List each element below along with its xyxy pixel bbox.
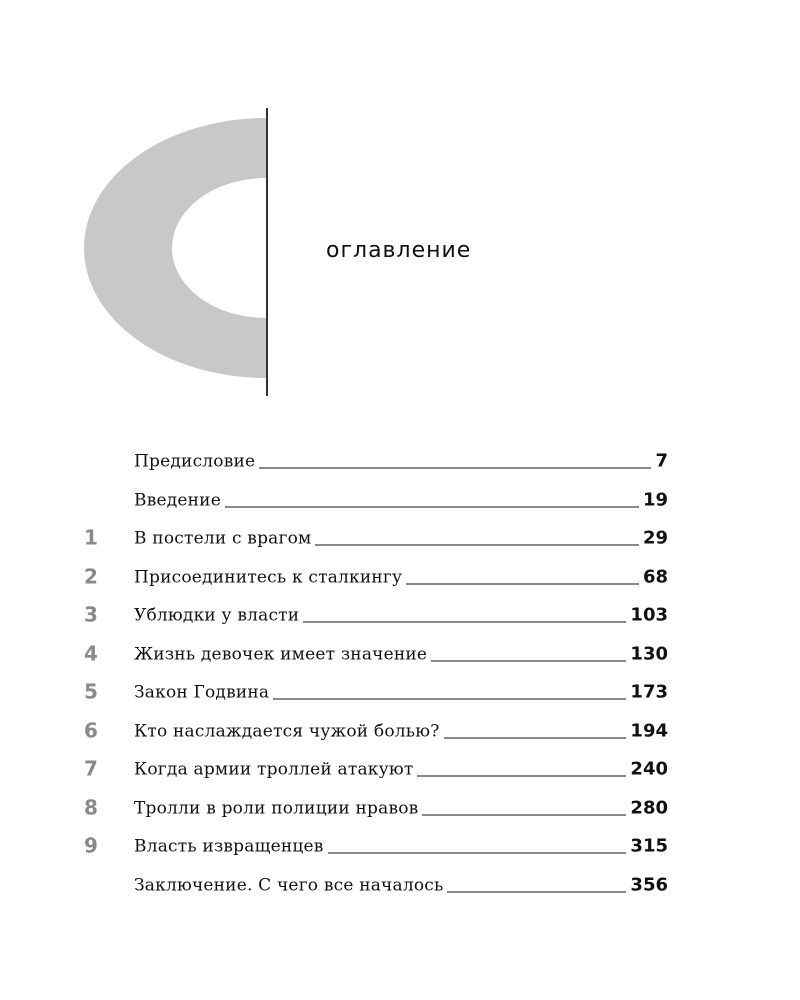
dot-leader (422, 814, 626, 815)
toc-page-number: 19 (642, 489, 668, 511)
toc-entry-title: Предисловие (134, 451, 256, 472)
chapter-number: 8 (84, 795, 98, 820)
toc-page-number: 130 (630, 643, 668, 665)
dot-leader (273, 699, 626, 700)
toc-entry-title: Ублюдки у власти (134, 605, 300, 626)
toc-entry[interactable] (84, 866, 668, 905)
chapter-number: 4 (84, 641, 98, 666)
toc-entry[interactable] (84, 789, 668, 828)
toc-entry[interactable] (84, 673, 668, 712)
toc-entry-title: Кто наслаждается чужой болью? (134, 721, 440, 742)
dot-leader (328, 853, 627, 854)
toc-entry[interactable] (84, 519, 668, 558)
chapter-number: 2 (84, 564, 98, 589)
dot-leader (417, 776, 626, 777)
toc-entry-title: Тролли в роли полиции нравов (134, 798, 419, 819)
toc-entry[interactable] (84, 635, 668, 674)
toc-entry-title: Заключение. С чего все началось (134, 875, 444, 896)
chapter-number: 5 (84, 679, 98, 704)
toc-entry-title: Власть извращенцев (134, 836, 324, 857)
dot-leader (406, 583, 639, 584)
toc-entry-title: В постели с врагом (134, 528, 312, 549)
page-title: оглавление (326, 238, 472, 263)
toc-entry[interactable] (84, 442, 668, 481)
chapter-number: 9 (84, 833, 98, 858)
toc-page-number: 194 (630, 720, 668, 742)
toc-entry[interactable] (84, 712, 668, 751)
toc-page-number: 173 (630, 681, 668, 703)
dot-leader (225, 506, 639, 507)
toc-entry-title: Введение (134, 490, 221, 511)
table-of-contents (84, 442, 668, 904)
toc-entry[interactable] (84, 750, 668, 789)
toc-page-number: 7 (655, 450, 668, 472)
toc-entry-title: Жизнь девочек имеет значение (134, 644, 428, 665)
toc-page-number: 68 (642, 566, 668, 588)
dot-leader (303, 622, 626, 623)
toc-page-number: 103 (630, 604, 668, 626)
toc-page-number: 356 (630, 874, 668, 896)
dot-leader (444, 737, 627, 738)
toc-page-number: 315 (630, 835, 668, 857)
toc-entry-title: Когда армии троллей атакуют (134, 759, 414, 780)
dot-leader (315, 545, 638, 546)
chapter-number: 7 (84, 756, 98, 781)
dot-leader (259, 468, 651, 469)
toc-entry[interactable] (84, 596, 668, 635)
toc-entry-title: Закон Годвина (134, 682, 270, 703)
toc-entry-title: Присоединитесь к сталкингу (134, 567, 403, 588)
toc-entry[interactable] (84, 558, 668, 597)
dot-leader (431, 660, 626, 661)
toc-page-number: 240 (630, 758, 668, 780)
dot-leader (447, 891, 626, 892)
toc-entry[interactable] (84, 827, 668, 866)
toc-page-number: 29 (642, 527, 668, 549)
vertical-divider (266, 108, 268, 396)
chapter-number: 1 (84, 525, 98, 550)
toc-page-number: 280 (630, 797, 668, 819)
chapter-number: 3 (84, 602, 98, 627)
toc-entry[interactable] (84, 481, 668, 520)
chapter-number: 6 (84, 718, 98, 743)
